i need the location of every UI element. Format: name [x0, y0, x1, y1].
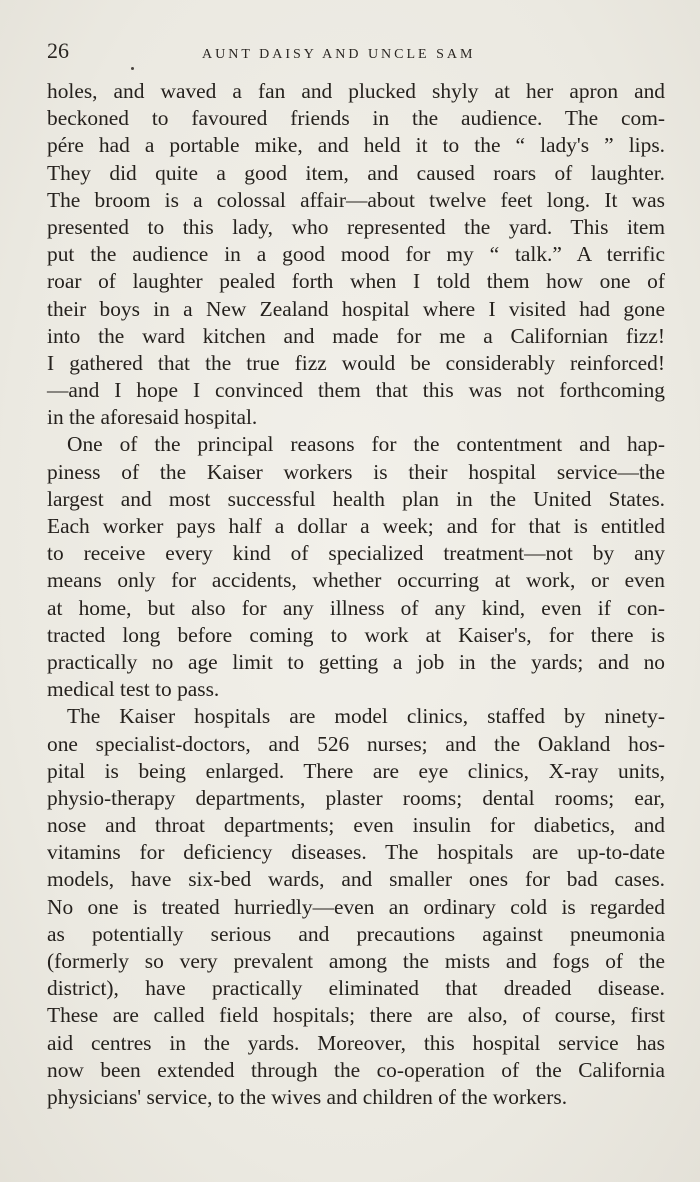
text-line: to receive every kind of specialized treatment—not by any	[47, 541, 665, 566]
text-line: —and I hope I convinced them that this was not forthcoming	[47, 378, 665, 403]
text-line: vitamins for deficiency diseases. The hospitals are up-to-date	[47, 840, 665, 865]
text-line: largest and most successful health plan in the United States.	[47, 486, 665, 511]
text-line: beckoned to favoured friends in the audience. The com-	[47, 106, 665, 131]
paragraph	[47, 78, 665, 431]
text-line: physicians' service, to the wives and children of the workers.	[47, 1084, 568, 1109]
text-line: holes, and waved a fan and plucked shyly at her apron and	[47, 79, 665, 103]
text-line: physio-therapy departments, plaster rooms; dental rooms; ear,	[47, 785, 665, 810]
text-line: They did quite a good item, and caused roars of laughter.	[47, 160, 665, 185]
text-line: models, have six-bed wards, and smaller ones for bad cases.	[47, 867, 665, 892]
text-line: Each worker pays half a dollar a week; and for that is entitled	[47, 514, 665, 538]
text-line: put the audience in a good mood for my “ talk.” A terrific	[47, 242, 665, 267]
text-line: presented to this lady, who represented the yard. This item	[47, 214, 665, 239]
text-line: medical test to pass.	[47, 677, 220, 702]
text-line: roar of laughter pealed forth when I told them how one of	[47, 269, 665, 294]
print-speck	[131, 67, 134, 70]
paragraph	[47, 703, 665, 1111]
text-line: in the aforesaid hospital.	[47, 405, 258, 430]
text-line: practically no age limit to getting a job in the yards; and no	[47, 649, 665, 674]
text-line: now been extended through the co-operation of the California	[47, 1057, 665, 1082]
page-number: 26	[47, 38, 69, 63]
text-line: I gathered that the true fizz would be considerably reinforced!	[47, 350, 665, 375]
body-text	[47, 78, 665, 1111]
text-line: one specialist-doctors, and 526 nurses; and the Oakland hos-	[47, 731, 665, 756]
text-line: tracted long before coming to work at Kaiser's, for there is	[47, 622, 665, 647]
text-line: as potentially serious and precautions against pneumonia	[47, 921, 665, 946]
text-line: piness of the Kaiser workers is their hospital service—the	[47, 459, 665, 484]
text-line: means only for accidents, whether occurring at work, or even	[47, 568, 665, 593]
text-line: their boys in a New Zealand hospital where I visited had gone	[47, 296, 665, 321]
text-line: pital is being enlarged. There are eye clinics, X-ray units,	[47, 758, 665, 783]
text-line: at home, but also for any illness of any kind, even if con-	[47, 595, 665, 620]
text-line: nose and throat departments; even insulin for diabetics, and	[47, 813, 665, 838]
text-line: pére had a portable mike, and held it to the “ lady's ” lips.	[47, 133, 665, 158]
text-line: The broom is a colossal affair—about twelve feet long. It was	[47, 187, 665, 212]
text-line: No one is treated hurriedly—even an ordinary cold is regarded	[47, 894, 665, 919]
text-line: into the ward kitchen and made for me a Californian fizz!	[47, 323, 665, 348]
text-line: One of the principal reasons for the contentment and hap-	[67, 432, 665, 457]
text-line: aid centres in the yards. Moreover, this hospital service has	[47, 1030, 665, 1055]
running-head: AUNT DAISY AND UNCLE SAM	[202, 47, 476, 62]
text-line: district), have practically eliminated that dreaded disease.	[47, 976, 665, 1001]
paragraph	[47, 431, 665, 703]
text-line: These are called field hospitals; there are also, of course, first	[47, 1003, 665, 1028]
text-line: (formerly so very prevalent among the mists and fogs of the	[47, 949, 665, 973]
page-header	[47, 38, 663, 70]
text-line: The Kaiser hospitals are model clinics, staffed by ninety-	[67, 704, 665, 729]
